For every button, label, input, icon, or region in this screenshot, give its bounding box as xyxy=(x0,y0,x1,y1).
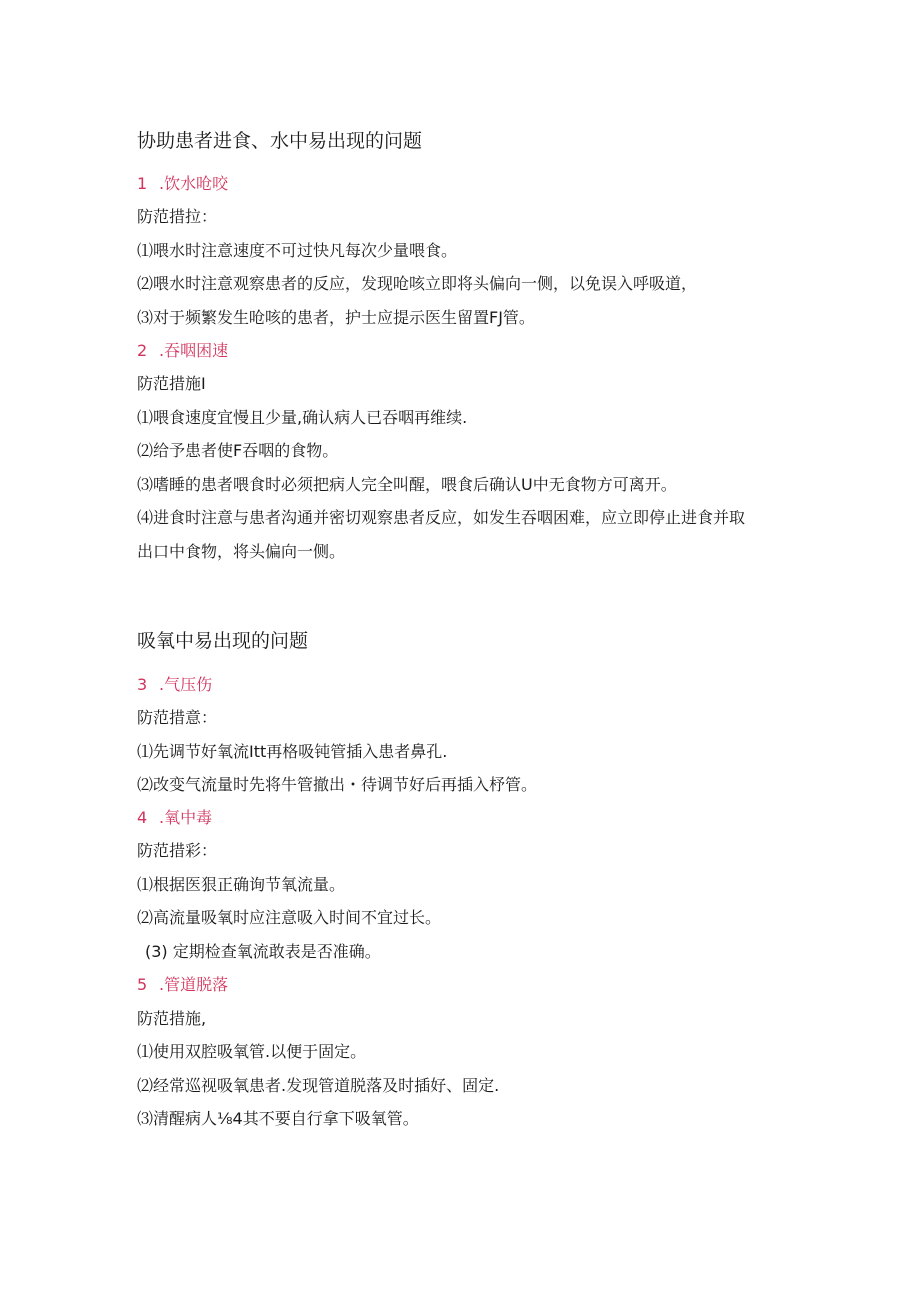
subheading-label: .氧中毒 xyxy=(159,808,213,827)
prevention-label: 防范措拉： xyxy=(137,207,218,226)
measure-line: ⑶对于频繁发生呛咳的患者，护士应提示医生留置FJ管。 xyxy=(137,308,535,327)
measure-line: 出口中食物，将头偏向一侧。 xyxy=(137,542,346,561)
subheading-number: 4 xyxy=(137,808,148,827)
measure-line: ⑵改变气流量时先将牛管撤出・待调节好后再插入杼管。 xyxy=(137,775,538,794)
subheading-number: 1 xyxy=(137,174,148,193)
subheading-3 xyxy=(137,674,212,696)
subheading-number: 5 xyxy=(137,975,148,994)
prevention-label: 防范措施I xyxy=(137,374,206,393)
prevention-label: 防范措施, xyxy=(137,1009,207,1028)
measure-line: ⑵喂水时注意观察患者的反应，发现呛咳立即将头偏向一侧，以免误入呼吸道， xyxy=(137,274,698,293)
subheading-number: 3 xyxy=(137,675,148,694)
measure-line: ⑴喂食速度宜慢且少量,确认病人已吞咽再维续. xyxy=(137,408,468,427)
subheading-2 xyxy=(137,340,228,362)
subheading-label: .管道脱落 xyxy=(159,975,229,994)
measure-line: (3) 定期检查氧流敢表是否准确。 xyxy=(145,942,381,961)
measure-line: ⑴喂水时注意速度不可过快凡每次少量喂食。 xyxy=(137,241,458,260)
measure-line: ⑶嗜睡的患者喂食时必须把病人完全叫醒，喂食后确认U中无食物方可离开。 xyxy=(137,475,677,494)
subheading-4 xyxy=(137,807,212,829)
measure-line: ⑶清醒病人⅛4其不要自行拿下吸氧管。 xyxy=(137,1109,419,1128)
measure-line: ⑵高流量吸氧时应注意吸入时间不宜过长。 xyxy=(137,908,442,927)
subheading-1 xyxy=(137,173,228,195)
subheading-label: .饮水呛咬 xyxy=(159,174,229,193)
section-title: 协助患者进食、水中易出现的问题 xyxy=(137,130,423,152)
measure-line: ⑷进食时注意与患者沟通并密切观察患者反应，如发生吞咽困难，应立即停止进食并取 xyxy=(137,508,746,527)
section-title: 吸氧中易出现的问题 xyxy=(137,630,309,652)
prevention-label: 防范措意： xyxy=(137,708,218,727)
measure-line: ⑴先调节好氧流Itt再格吸钝管插入患者鼻孔. xyxy=(137,742,448,761)
subheading-5 xyxy=(137,974,228,996)
prevention-label: 防范措彩： xyxy=(137,841,218,860)
subheading-label: .吞咽困速 xyxy=(159,341,229,360)
subheading-label: .气压伤 xyxy=(159,675,213,694)
measure-line: ⑵给予患者使F吞咽的食物。 xyxy=(137,441,339,460)
subheading-number: 2 xyxy=(137,341,148,360)
measure-line: ⑵经常巡视吸氧患者.发现管道脱落及时插好、固定. xyxy=(137,1076,500,1095)
measure-line: ⑴使用双腔吸氧管.以便于固定。 xyxy=(137,1042,367,1061)
measure-line: ⑴根据医狠正确询节氧流量。 xyxy=(137,875,346,894)
